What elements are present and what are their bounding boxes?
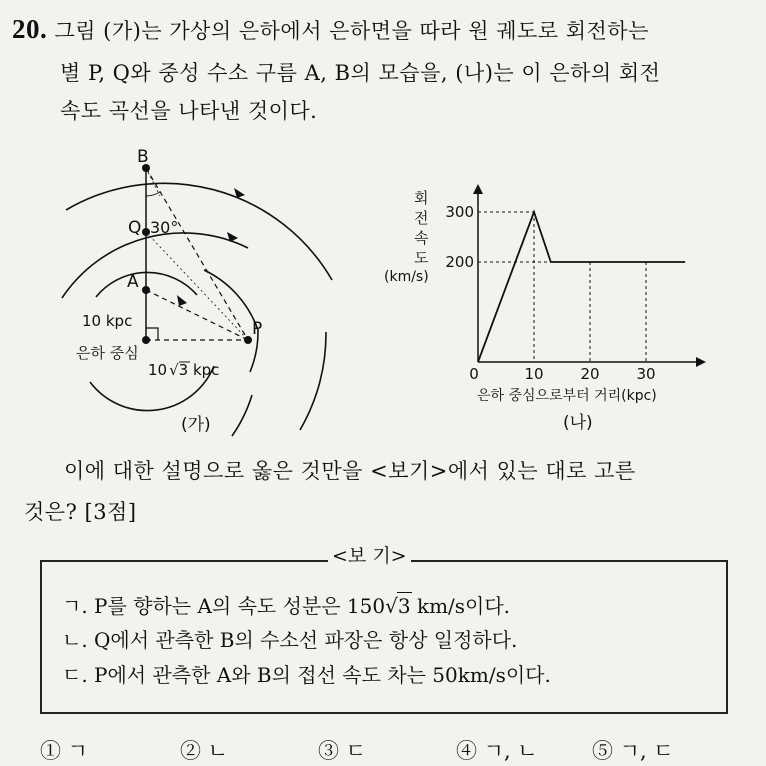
rotation-curve-line [478,212,685,362]
y-axis-label [384,189,429,285]
bogi-item-1: ㄱ. P를 향하는 A의 속도 성분은 150√3 km/s이다. [62,591,510,621]
choice-4[interactable]: ④ ㄱ, ㄴ [456,739,538,763]
prompt-line-1: 이에 대한 설명으로 옳은 것만을 <보기>에서 있는 대로 고른 [64,459,636,483]
x-tick-label-20: 20 [580,365,600,383]
caption-ga: (가) [181,415,211,435]
ylabel-char-3: 속 [414,229,429,247]
choice-1[interactable]: ① ㄱ [40,739,88,763]
caption-na: (나) [563,413,593,433]
x-tick-label-0: 0 [469,365,479,383]
question-line-3: 속도 곡선을 나타낸 것이다. [60,99,318,123]
choice-5[interactable]: ⑤ ㄱ, ㄷ [592,739,674,763]
label-b: B [137,147,149,167]
label-galaxy-center: 은하 중심 [76,344,139,362]
label-q: Q [128,218,142,238]
ylabel-unit: (km/s) [384,269,429,285]
label-10root3kpc: 10 √3 kpc [148,361,220,379]
y-tick-label-200: 200 [445,253,474,271]
ylabel-char-2: 전 [414,209,429,227]
prompt-line-2: 것은? [3점] [24,500,137,524]
label-angle: 30° [150,218,179,237]
bogi-item-2: ㄴ. Q에서 관측한 B의 수소선 파장은 항상 일정하다. [62,628,518,652]
bogi-item-3: ㄷ. P에서 관측한 A와 B의 접선 속도 차는 50km/s이다. [62,663,551,687]
label-10kpc: 10 kpc [82,312,133,330]
choice-2[interactable]: ② ㄴ [180,739,228,763]
choice-3[interactable]: ③ ㄷ [318,739,366,763]
y-tick-label-300: 300 [445,203,474,221]
question-number: 20. [12,14,48,44]
x-axis-label: 은하 중심으로부터 거리(kpc) [477,388,657,404]
question-text-1: 그림 (가)는 가상의 은하에서 은하면을 따라 원 궤도로 회전하는 [54,19,649,43]
ylabel-char-1: 회 [414,189,429,207]
bogi-title: <보 기> [328,541,411,568]
x-tick-label-10: 10 [524,365,544,383]
ylabel-char-4: 도 [414,249,429,267]
question-line-2: 별 P, Q와 중성 수소 구름 A, B의 모습을, (나)는 이 은하의 회전 [60,61,661,85]
label-a: A [127,272,139,292]
label-p: P [252,319,263,339]
x-tick-label-30: 30 [636,365,656,383]
